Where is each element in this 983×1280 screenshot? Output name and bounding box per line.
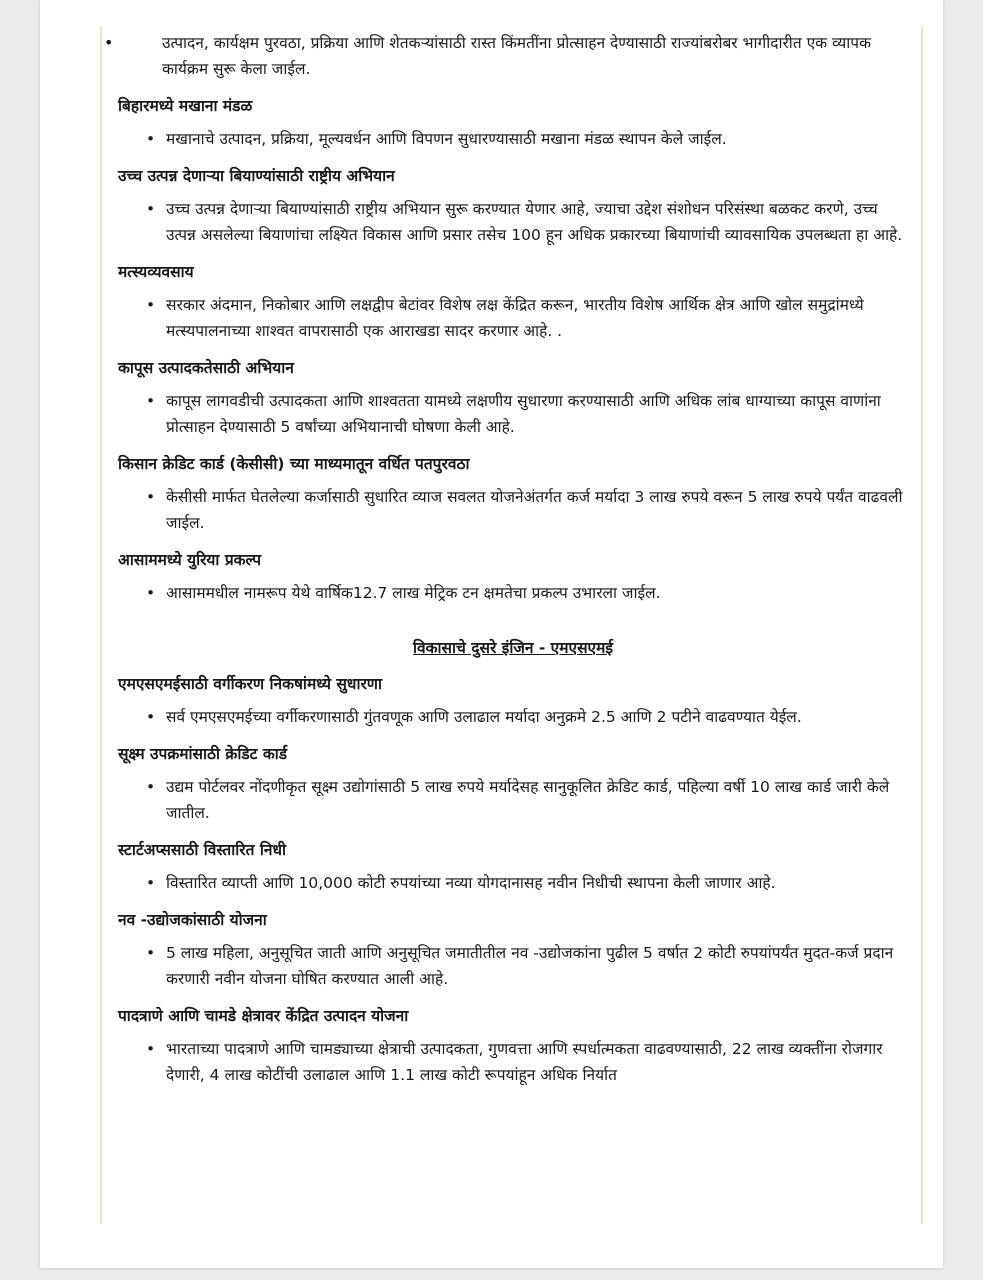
bullet-item bbox=[118, 126, 908, 152]
document-page bbox=[40, 0, 943, 1268]
bullet-item bbox=[118, 774, 908, 826]
bullet-text: सरकार अंदमान, निकोबार आणि लक्षद्वीप बेटांवर विशेष लक्ष केंद्रित करून, भारतीय विशेष आर्थिक क्षेत्र आणि खोल समुद्रांमध्ये मत्स्यपालनाच्या शाश्वत वापरासाठी एक आराखडा सादर करणार आहे. . bbox=[166, 296, 864, 340]
section-title: विकासाचे दुसरे इंजिन - एमएसएमई bbox=[412, 639, 614, 657]
section-heading: स्टार्टअप्ससाठी विस्तारित निधी bbox=[118, 841, 287, 859]
bullet-icon: • bbox=[146, 584, 156, 602]
bullet-item bbox=[118, 580, 908, 606]
bullet-item bbox=[118, 870, 908, 896]
section-heading: किसान क्रेडिट कार्ड (केसीसी) च्या माध्यमातून वर्धित पतपुरवठा bbox=[118, 455, 470, 473]
bullet-text: कापूस लागवडीची उत्पादकता आणि शाश्वतता यामध्ये लक्षणीय सुधारणा करण्यासाठी आणि अधिक लांब धाग्याच्या कापूस वाणांना प्रोत्साहन देण्यासाठी 5 वर्षांच्या अभियानाची घोषणा केली आहे. bbox=[166, 392, 881, 436]
section-heading: सूक्ष्म उपक्रमांसाठी क्रेडिट कार्ड bbox=[118, 745, 288, 763]
section-heading: मत्स्यव्यवसाय bbox=[118, 263, 194, 281]
bullet-item bbox=[118, 704, 908, 730]
document-content bbox=[104, 30, 908, 1088]
section-heading: उच्च उत्पन्न देणाऱ्या बियाण्यांसाठी राष्ट्रीय अभियान bbox=[118, 167, 395, 185]
bullet-text: 5 लाख महिला, अनुसूचित जाती आणि अनुसूचित जमातीतील नव -उद्योजकांना पुढील 5 वर्षात 2 कोटी रुपयांपर्यंत मुदत-कर्ज प्रदान करणारी नवीन योजना घोषित करण्यात आली आहे. bbox=[166, 944, 894, 988]
bullet-text: भारताच्या पादत्राणे आणि चामड्याच्या क्षेत्राची उत्पादकता, गुणवत्ता आणि स्पर्धात्मकता वाढवण्यासाठी, 22 लाख व्यक्तींना रोजगार देणारी, 4 लाख कोटींची उलाढाल आणि 1.1 लाख कोटी रूपयांहून अधिक निर्यात bbox=[166, 1040, 883, 1084]
bullet-text: मखानाचे उत्पादन, प्रक्रिया, मूल्यवर्धन आणि विपणन सुधारण्यासाठी मखाना मंडळ स्थापन केले जाईल. bbox=[166, 130, 727, 148]
bullet-icon: • bbox=[146, 200, 156, 218]
bullet-icon: • bbox=[146, 1040, 156, 1058]
bullet-icon: • bbox=[146, 944, 156, 962]
section-heading: पादत्राणे आणि चामडे क्षेत्रावर केंद्रित उत्पादन योजना bbox=[118, 1007, 409, 1025]
bullet-item bbox=[118, 196, 908, 248]
bullet-text: उच्च उत्पन्न देणाऱ्या बियाण्यांसाठी राष्ट्रीय अभियान सुरू करण्यात येणार आहे, ज्याचा उद्देश संशोधन परिसंस्था बळकट करणे, उच्च उत्पन्न असलेल्या बियाणांचा लक्ष्यित विकास आणि प्रसार तसेच 100 हून अधिक प्रकारच्या बियाणांची व्यावसायिक उपलब्धता हा आहे. bbox=[166, 200, 903, 244]
bullet-text: आसाममधील नामरूप येथे वार्षिक12.7 लाख मेट्रिक टन क्षमतेचा प्रकल्प उभारला जाईल. bbox=[166, 584, 661, 602]
page-border-left bbox=[100, 26, 102, 1224]
bullet-icon: • bbox=[146, 296, 156, 314]
section-heading: आसाममध्ये युरिया प्रकल्प bbox=[118, 551, 262, 569]
bullet-icon: • bbox=[146, 392, 156, 410]
bullet-text: सर्व एमएसएमईच्या वर्गीकरणासाठी गुंतवणूक आणि उलाढाल मर्यादा अनुक्रमे 2.5 आणि 2 पटीने वाढवण्यात येईल. bbox=[166, 708, 802, 726]
section-heading: कापूस उत्पादकतेसाठी अभियान bbox=[118, 359, 294, 377]
intro-paragraph bbox=[104, 30, 908, 82]
bullet-text: उद्यम पोर्टलवर नोंदणीकृत सूक्ष्म उद्योगांसाठी 5 लाख रुपये मर्यादेसह सानुकूलित क्रेडिट कार्ड, पहिल्या वर्षी 10 लाख कार्ड जारी केले जातील. bbox=[166, 778, 890, 822]
bullet-icon: • bbox=[146, 488, 156, 506]
bullet-icon: • bbox=[146, 778, 156, 796]
intro-text: उत्पादन, कार्यक्षम पुरवठा, प्रक्रिया आणि शेतकऱ्यांसाठी रास्त किंमतींना प्रोत्साहन देण्यासाठी राज्यांबरोबर भागीदारीत एक व्यापक कार्यक्रम सुरू केला जाईल. bbox=[162, 34, 872, 78]
page-border-right bbox=[921, 26, 923, 1224]
bullet-icon: • bbox=[146, 130, 156, 148]
agriculture-sections bbox=[118, 94, 908, 606]
bullet-text: केसीसी मार्फत घेतलेल्या कर्जासाठी सुधारित व्याज सवलत योजनेअंतर्गत कर्ज मर्यादा 3 लाख रुपये वरून 5 लाख रुपये पर्यंत वाढवली जाईल. bbox=[166, 488, 903, 532]
bullet-item bbox=[118, 1036, 908, 1088]
msme-sections bbox=[118, 672, 908, 1088]
bullet-icon: • bbox=[146, 708, 156, 726]
bullet-item bbox=[118, 388, 908, 440]
section-heading: एमएसएमईसाठी वर्गीकरण निकषांमध्ये सुधारणा bbox=[118, 675, 383, 693]
bullet-item bbox=[118, 940, 908, 992]
section-heading: नव -उद्योजकांसाठी योजना bbox=[118, 911, 267, 929]
bullet-item bbox=[118, 484, 908, 536]
section-heading: बिहारमध्ये मखाना मंडळ bbox=[118, 97, 253, 115]
bullet-item bbox=[118, 292, 908, 344]
bullet-text: विस्तारित व्याप्ती आणि 10,000 कोटी रुपयांच्या नव्या योगदानासह नवीन निधीची स्थापना केली जाणार आहे. bbox=[166, 874, 776, 892]
bullet-icon: • bbox=[104, 33, 114, 52]
bullet-icon: • bbox=[146, 874, 156, 892]
